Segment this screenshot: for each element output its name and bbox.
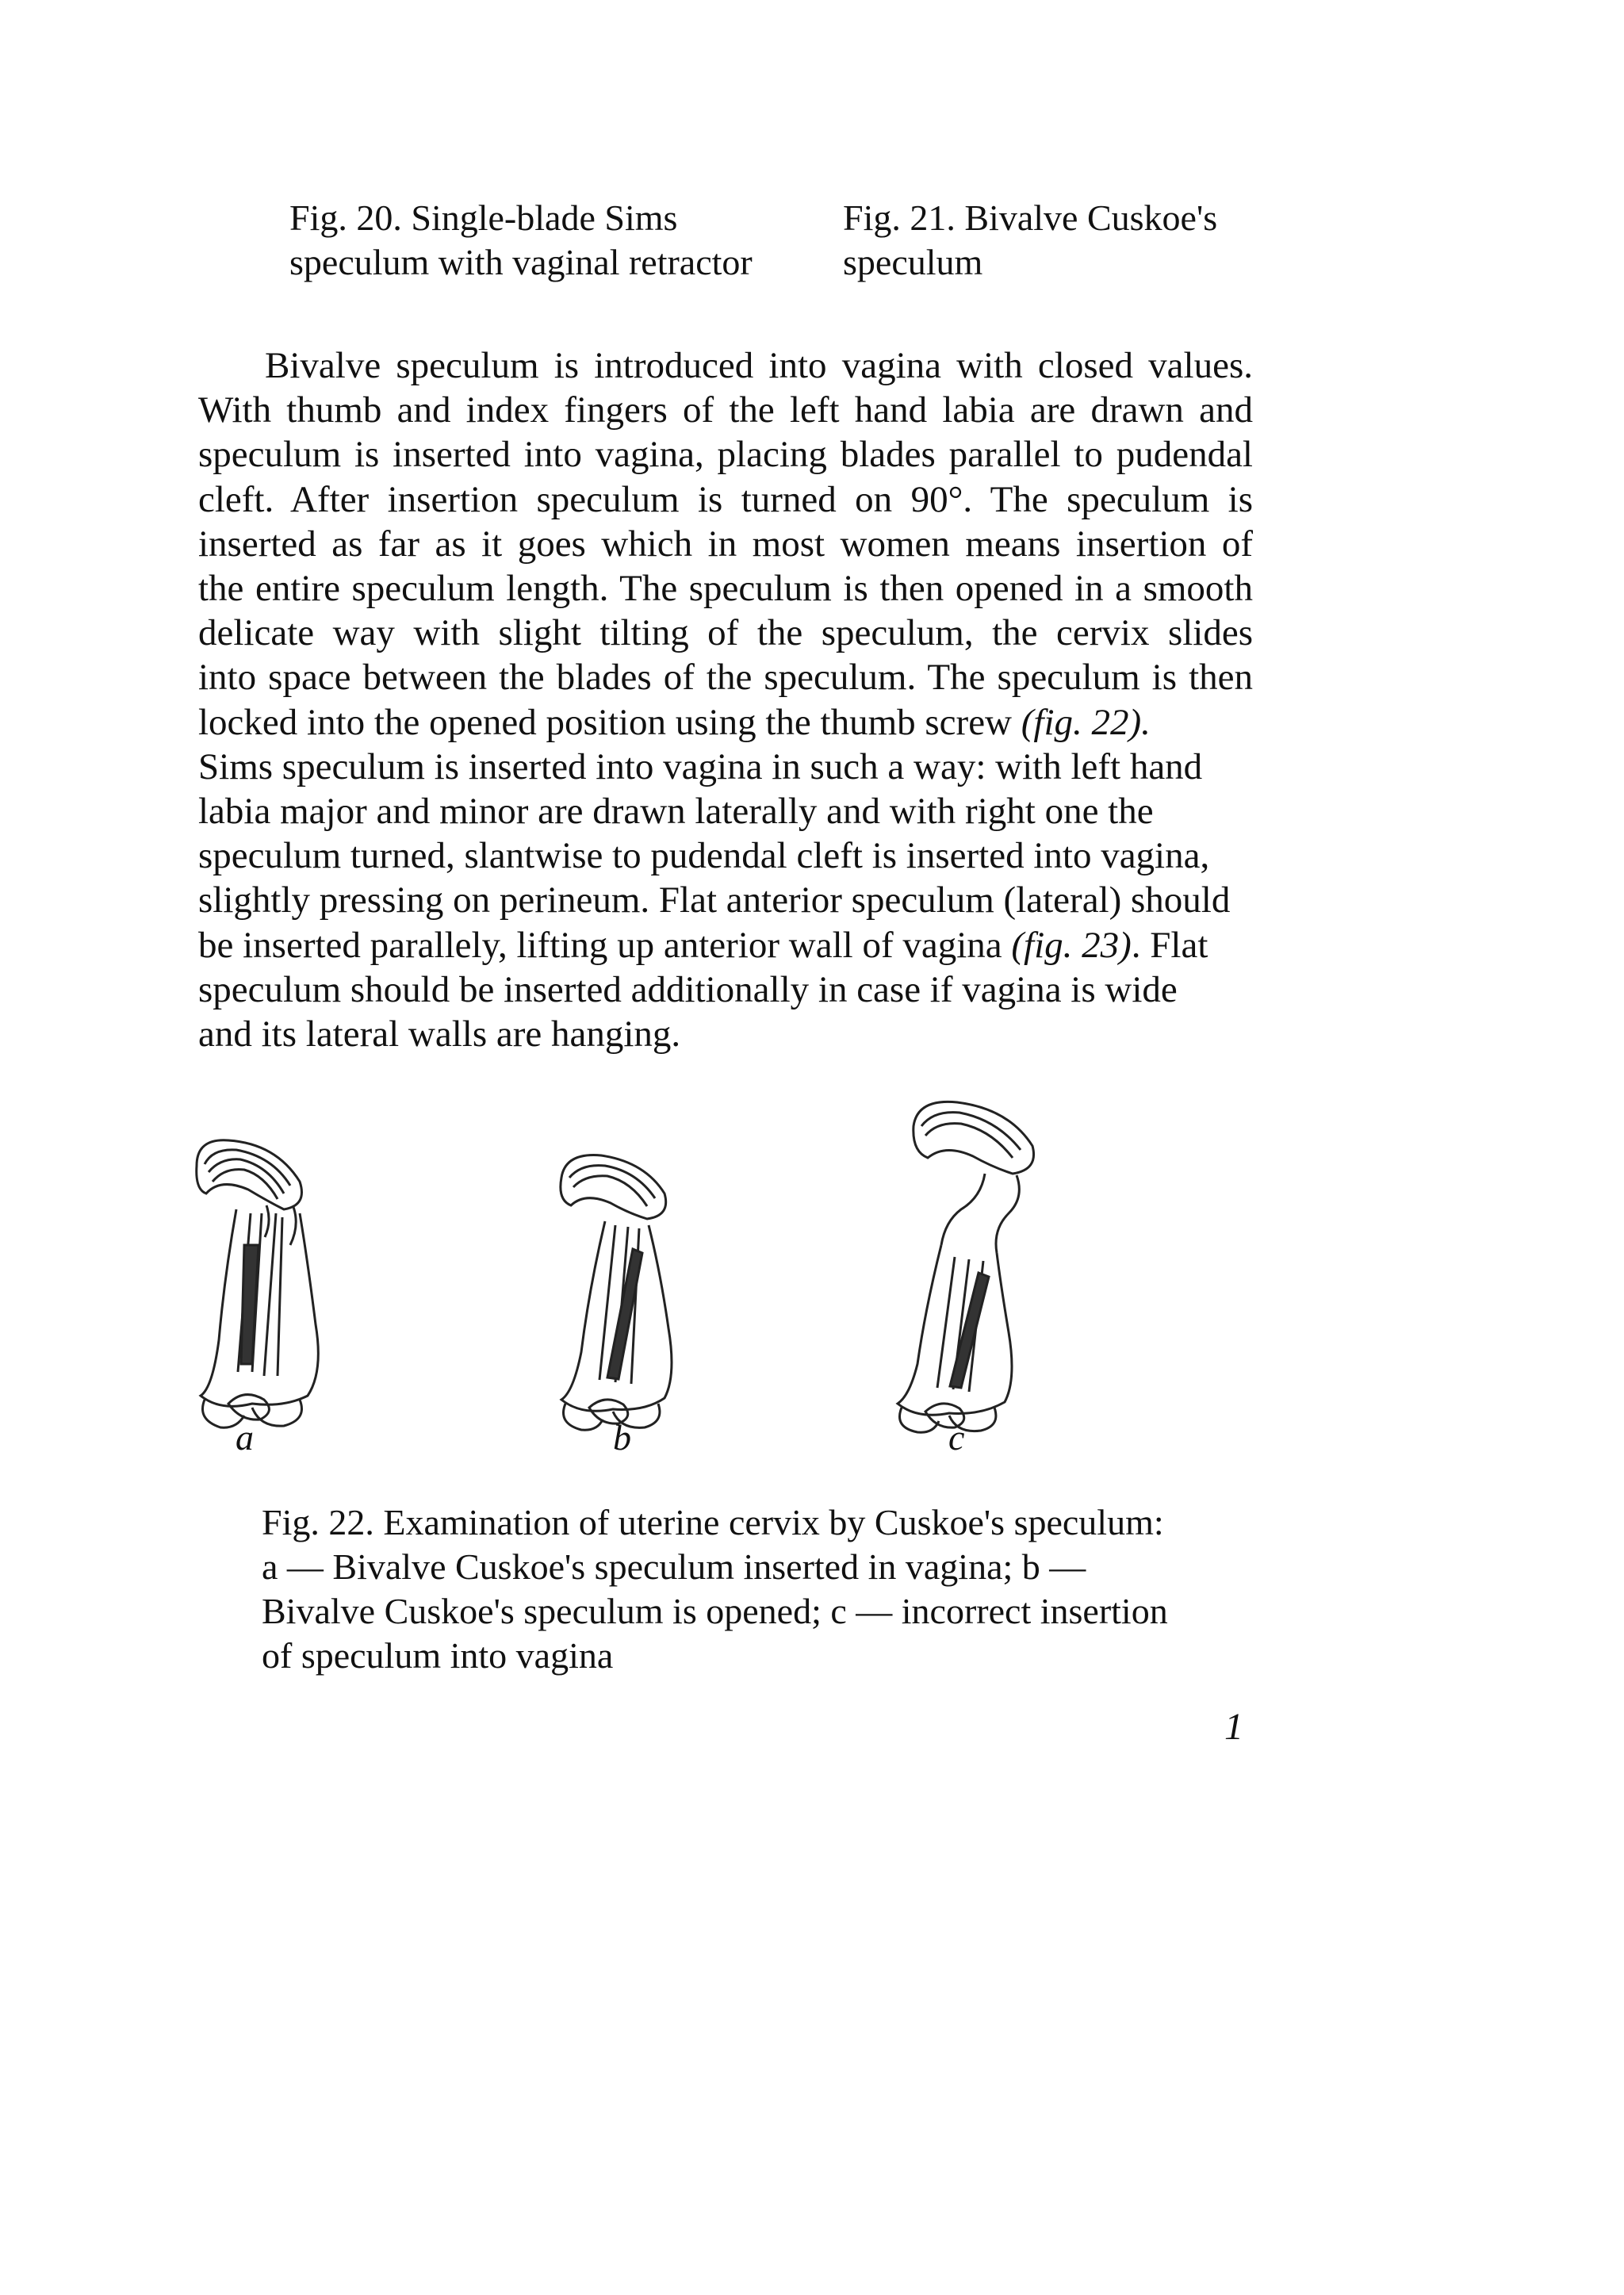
fig21-caption-line: Fig. 21. Bivalve Cuskoe's (843, 197, 1218, 238)
fig20-caption-line: Fig. 20. Single-blade Sims (289, 197, 678, 238)
text-line: inserted as far as it goes which in most women means insertion of (198, 523, 1253, 565)
text-segment: . Flat (1131, 924, 1208, 966)
text-line: Bivalve speculum is introduced into vagina with closed values. (265, 345, 1253, 386)
text-line: into space between the blades of the speculum. The speculum is then (198, 657, 1253, 699)
fig20-caption-line: speculum with vaginal retractor (289, 242, 753, 282)
text-line: slightly pressing on perineum. Flat anterior speculum (lateral) should (198, 879, 1231, 921)
text-line: the entire speculum length. The speculum is then opened in a smooth (198, 568, 1253, 610)
text-segment: be inserted parallely, lifting up anterior wall of vagina (198, 924, 1012, 966)
panel-label-a: a (236, 1417, 254, 1458)
text-line: speculum turned, slantwise to pudendal cleft is inserted into vagina, (198, 835, 1210, 877)
speculum-illustration-c (882, 1094, 1056, 1435)
body-paragraph (198, 343, 1253, 1056)
fig21-caption-line: speculum (843, 242, 983, 282)
speculum-illustration-a (189, 1134, 347, 1435)
text-line: labia major and minor are drawn laterally and with right one the (198, 791, 1154, 833)
figure-reference: (fig. 22). (1021, 701, 1151, 743)
figure-reference: (fig. 23) (1011, 924, 1132, 966)
text-segment: locked into the opened position using the thumb screw (198, 701, 1021, 743)
text-line: Sims speculum is inserted into vagina in such a way: with left hand (198, 745, 1203, 787)
text-line: speculum is inserted into vagina, placing blades parallel to pudendal (198, 434, 1253, 476)
text-line: and its lateral walls are hanging. (198, 1013, 681, 1056)
text-line: cleft. After insertion speculum is turned on 90°. The speculum is (198, 478, 1253, 520)
fig22-caption-line: Fig. 22. Examination of uterine cervix by Cuskoe's speculum: (262, 1502, 1164, 1542)
panel-label-b: b (613, 1417, 631, 1458)
page-number: 1 (1224, 1706, 1243, 1748)
text-line (198, 700, 1253, 745)
text-line: speculum should be inserted additionally in case if vagina is wide (198, 968, 1178, 1010)
fig22-caption-line: Bivalve Cuskoe's speculum is opened; c — incorrect insertion (262, 1591, 1168, 1631)
panel-label-c: c (948, 1417, 965, 1458)
text-line: With thumb and index fingers of the left hand labia are drawn and (198, 389, 1253, 431)
text-line: delicate way with slight tilting of the speculum, the cervix slides (198, 612, 1253, 654)
fig22-caption (262, 1500, 1261, 1678)
fig21-caption (843, 196, 1319, 285)
fig22-caption-line: a — Bivalve Cuskoe's speculum inserted in vagina; b — (262, 1546, 1086, 1587)
fig22-caption-line: of speculum into vagina (262, 1635, 614, 1676)
fig20-caption (289, 196, 805, 285)
speculum-illustration-b (546, 1146, 704, 1435)
text-line (198, 923, 1253, 967)
